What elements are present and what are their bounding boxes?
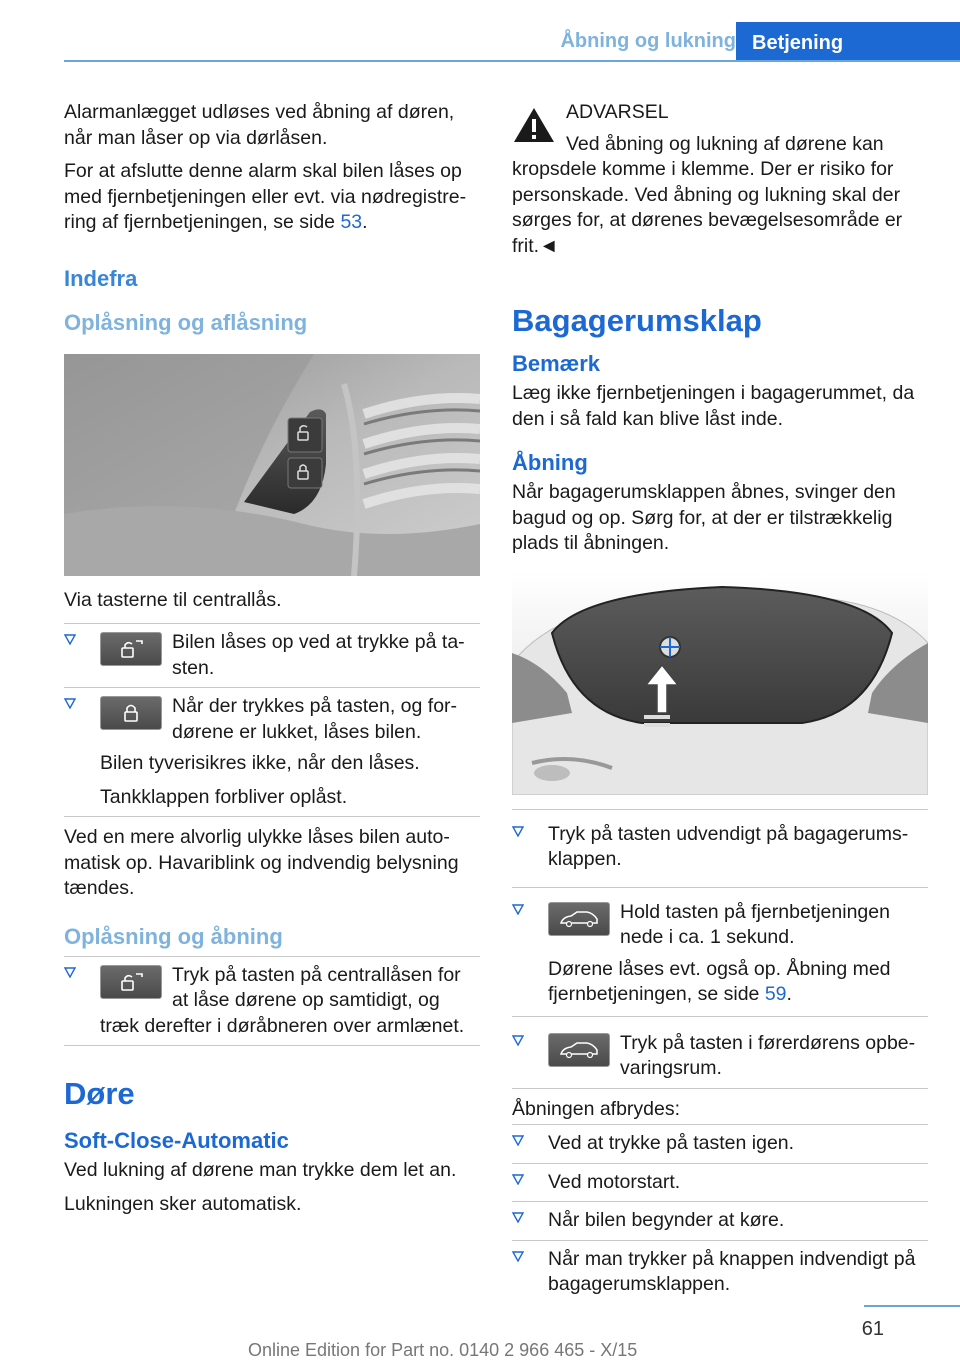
trunk-remote-button-icon xyxy=(548,902,610,936)
list-item-lock-text: Når der trykkes på tasten, og fordørene er lukket, låses bilen. xyxy=(172,695,458,743)
page-link-53[interactable]: 53 xyxy=(340,211,363,233)
header-section-title: Åbning og lukning xyxy=(560,30,736,52)
triangle-bullet-icon xyxy=(512,1211,524,1223)
lock-note-2: Tankklappen forbliver oplåst. xyxy=(64,785,480,818)
lock-button-icon xyxy=(100,696,162,730)
remote-hold-note-period: . xyxy=(786,983,792,1005)
heading-bagagerumsklap: Bagagerumsklap xyxy=(512,303,762,338)
alarm-end-paragraph xyxy=(64,159,480,236)
triangle-bullet-icon xyxy=(64,633,76,645)
triangle-bullet-icon xyxy=(64,966,76,978)
triangle-bullet-icon xyxy=(512,1250,524,1262)
heading-doere: Døre xyxy=(64,1076,135,1111)
accident-paragraph: Ved en mere alvorlig ulykke låses bilen automatisk op. Havariblink og indvendig belysning tændes. xyxy=(64,826,459,899)
header-chapter-tab[interactable]: Betjening xyxy=(736,22,960,62)
footer-rule xyxy=(864,1305,960,1307)
page-number: 61 xyxy=(861,1318,884,1340)
alarm-end-period: . xyxy=(362,211,368,233)
unlock-button-icon xyxy=(100,965,162,999)
bullet-car-moves xyxy=(512,1202,928,1241)
bemaerk-paragraph: Læg ikke fjernbetjeningen i bagagerummet, da den i så fald kan blive låst inde. xyxy=(512,382,915,430)
list-item-remote-hold xyxy=(512,888,928,957)
list-item-driver-door xyxy=(512,1025,928,1089)
bullet-inside-button-text: Når man trykker på knappen indvendigt på bagagerumsklappen. xyxy=(548,1247,916,1295)
triangle-bullet-icon xyxy=(512,903,524,915)
bullet-press-again xyxy=(512,1124,928,1164)
list-item-trunk-button-text: Tryk på tasten udvendigt på bagagerumsklappen. xyxy=(548,822,909,870)
triangle-bullet-icon xyxy=(512,825,524,837)
heading-bemaerk: Bemærk xyxy=(512,351,601,376)
soft-close-paragraph-1: Ved lukning af dørene man trykke dem let an. xyxy=(64,1159,457,1181)
heading-indefra: Indefra xyxy=(64,265,138,291)
alarm-paragraph: Alarmanlægget udløses ved åbning af døren, når man låser op via dørlåsen. xyxy=(64,101,455,149)
trunk-lid-image xyxy=(512,573,928,795)
left-column xyxy=(64,100,480,1225)
heading-aabning: Åbning xyxy=(512,450,588,475)
bullet-car-moves-text: Når bilen begynder at køre. xyxy=(548,1209,785,1231)
remote-hold-note xyxy=(512,957,928,1017)
warning-box xyxy=(512,100,928,259)
list-item-central-lock xyxy=(64,956,480,1047)
list-item-unlock xyxy=(64,623,480,688)
right-column xyxy=(512,100,928,1304)
bullet-engine-start-text: Ved motorstart. xyxy=(548,1170,681,1193)
door-lock-buttons-image xyxy=(64,354,480,576)
page-link-59[interactable]: 59 xyxy=(764,983,787,1005)
list-item-central-lock-text: Tryk på tasten på centrallåsen for at låse dørene op samtidigt, og træk derefter i døråbneren over armlænet. xyxy=(100,963,465,1037)
warning-triangle-icon xyxy=(512,106,556,144)
list-item-driver-door-text: Tryk på tasten i førerdørens opbevaringsrum. xyxy=(620,1031,916,1079)
trunk-button-icon xyxy=(548,1033,610,1067)
warning-text: Ved åbning og lukning af dørene kan kropsdele komme i klemme. Der er risiko for personskade. Ved åbning og lukning skal der sørges for, at dørenes bevægelsesområde er frit.◄ xyxy=(512,132,903,257)
list-item-trunk-button xyxy=(512,809,928,888)
warning-title: ADVARSEL xyxy=(566,101,669,123)
triangle-bullet-icon xyxy=(512,1173,524,1185)
lock-note-1: Bilen tyverisikres ikke, når den låses. xyxy=(100,752,420,774)
alarm-end-text: For at afslutte denne alarm skal bilen låses op med fjernbetjeningen eller evt. via nødregistrering af fjernbetjeningen, se side xyxy=(64,160,467,233)
bullet-engine-start xyxy=(512,1164,928,1203)
soft-close-paragraph-2: Lukningen sker automatisk. xyxy=(64,1192,302,1215)
triangle-bullet-icon xyxy=(64,697,76,709)
aabning-paragraph: Når bagagerumsklappen åbnes, svinger den bagud og op. Sørg for, at der er tilstrækkelig plads til åbningen. xyxy=(512,481,896,554)
bullet-press-again-text: Ved at trykke på tasten igen. xyxy=(548,1132,795,1154)
bullet-inside-button xyxy=(512,1241,928,1304)
footer-edition: Online Edition for Part no. 0140 2 966 465 - X/15 xyxy=(248,1340,638,1360)
triangle-bullet-icon xyxy=(512,1134,524,1146)
heading-oplaasning-aflaasning: Oplåsning og aflåsning xyxy=(64,309,308,335)
remote-hold-note-text: Dørene låses evt. også op. Åbning med fjernbetjeningen, se side xyxy=(548,957,891,1005)
header-rule xyxy=(64,60,960,62)
heading-soft-close: Soft-Close-Automatic xyxy=(64,1128,289,1153)
list-item-remote-hold-text: Hold tasten på fjernbetjeningen nede i ca. 1 sekund. xyxy=(620,900,890,948)
list-item-unlock-text: Bilen låses op ved at trykke på tasten. xyxy=(172,631,465,679)
list-item-lock xyxy=(64,688,480,751)
heading-oplaasning-aabning: Oplåsning og åbning xyxy=(64,923,283,949)
image-caption: Via tasterne til centrallås. xyxy=(64,588,282,611)
triangle-bullet-icon xyxy=(512,1034,524,1046)
interrupt-heading: Åbningen afbrydes: xyxy=(512,1097,681,1120)
unlock-button-icon xyxy=(100,632,162,666)
